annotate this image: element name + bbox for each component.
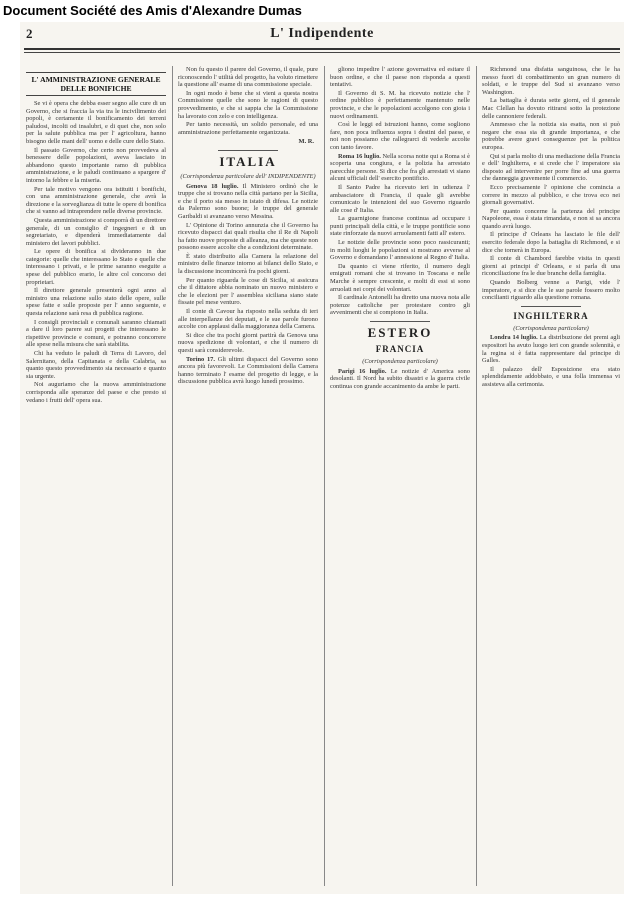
article-paragraph: Per quanto riguarda le cose di Sicilia, si assicura che il dittatore abbia nominato un nuovo ministero e che le elezioni per l' assemblea siciliana siano state fissate pel mese venturo. [178,276,318,307]
article-paragraph: Il Governo di S. M. ha ricevuto notizie che l' ordine pubblico è perfettamente mantenuto nelle provincie, e che le popolazioni accolgono con gioia i nuovi ordinamenti. [330,89,470,120]
section-divider [218,150,278,151]
article-paragraph: Nella scorsa notte qui a Roma si è scoperta una congiura, e la polizia ha arrestato parecchie persone. Si dice che fra gli arrestati vi siano alcuni ufficiali dell' esercito pontificio. [330,152,470,183]
newspaper-title: L' Indipendente [270,26,374,41]
article-paragraph: Il palazzo dell' Esposizione era stato splendidamente addobbato, e una folla immensa vi assisteva alla cerimonia. [482,365,620,388]
newspaper-page [20,22,624,894]
article-paragraph: Per tale motivo vengono ora istituiti i bonifichi, con una amministrazione generale, che avrà la direzione e la sorveglianza di tutte le opere di bonifica che si vanno ad intraprendere nelle diverse provincie. [26,185,166,216]
dateline-londra: Londra 14 luglio. [490,334,538,342]
article-paragraph: In ogni modo è bene che si vieni a questa nostra Commissione quelle che sono le ragioni di questo provvedimento, e che si sappia che la Commissione ha lavorato con zelo e con intelligenza. [178,89,318,120]
article-paragraph: Le opere di bonifica si divideranno in due categorie: quelle che interessano lo Stato e quelle che interessano i privati, e le prime saranno eseguite a spese del pubblico erario, le altre col concorso dei proprietari. [26,248,166,286]
section-subtitle: (Corrispondenza particolare dell' INDIPENDENTE) [180,172,316,180]
article-paragraph: Il Santo Padre ha ricevuto ieri in udienza l' ambasciatore di Francia, il quale gli avrebbe comunicato le intenzioni del suo Governo riguardo alle cose d' Italia. [330,183,470,214]
article-paragraph: Il cardinale Antonelli ha diretto una nuova nota alle potenze cattoliche per protestare contro gli avvenimenti che si compiono in Italia. [330,294,470,317]
section-subtitle: (Corrispondenza particolare) [362,358,438,365]
bonifiche-heading-line1: L' AMMINISTRAZIONE GENERALE [31,75,161,84]
article-paragraph: gliono impedire l' azione governativa ed esitare il buon ordine, e che il paese non risponda a questi tentativi. [330,66,470,89]
article-paragraph: Il passato Governo, che certo non provvedeva al benessere delle popolazioni, aveva lasciato in abbandono questo importante ramo di pubblica amministrazione, e le paludi continuano a spargere d' intorno la febbre e la miseria. [26,146,166,184]
article-paragraph: Il Ministero ordinò che le truppe che si trovano nella città partano per la Sicilia, e che il porto sia messo in istato di difesa. Le notizie da Palermo sono buone; le truppe del generale Garibaldi si avanzano verso Messina. [178,182,318,220]
column-divider [172,66,173,886]
column-divider [476,66,477,886]
source-label: Document Société des Amis d'Alexandre Dumas [3,3,302,18]
article-paragraph: Ammesso che la notizia sia esatta, non si può negare che essa sia di grande importanza, e che potrebbe avere gravi conseguenze per la politica europea. [482,121,620,151]
article-paragraph: Se vi è opera che debba esser segno alle cure di un Governo, che si fraccia la via tra le incivilimento dei popoli, è certamente il bonificamento dei terreni paludosi, incolti od insalubri, e di quei che, non solo per la salute pubblica ma per l' agricoltura, hanno bisogno delle mani dell' uomo e delle cure dello Stato. [26,100,166,145]
column-2 [178,66,318,886]
dateline-genova: Genova 18 luglio. [186,182,239,190]
section-title-italia: ITALIA [219,153,277,169]
article-paragraph: Per quanto concerne la partenza del principe Napoleone, essa è stata rimandata, e non si sa ancora quando avrà luogo. [482,207,620,230]
masthead-rule-bottom [24,52,620,53]
article-paragraph: Qui si parla molto di una mediazione della Francia e dell' Inghilterra, e si crede che l' imperatore sia disposto ad intervenire per porre fine ad una guerra che danneggia gravemente il commercio. [482,152,620,183]
article-paragraph: Chi ha veduto le paludi di Terra di Lavoro, del Salernitano, della Capitanata e della Calabria, sa quanto questo provvedimento sia necessario e quanto sia urgente. [26,350,166,380]
article-paragraph: I consigli provinciali e comunali saranno chiamati a dare il loro parere sui progetti che interessano le rispettive provincie e comuni, e potranno concorrere alle spese nella misura che sarà stabilita. [26,318,166,349]
article-paragraph: Così le leggi ed istruzioni hanno, come sogliono fare, non poca influenza sopra i destini del paese, e noi non possiamo che rallegrarci di vederle accolte con tanto favore. [330,121,470,151]
article-paragraph: Le notizie delle provincie sono poco rassicuranti; in molti luoghi le popolazioni si mostrano avverse al Governo e domandano l' annessione al Regno d' Italia. [330,239,470,262]
article-paragraph: Richmond una disfatta sanguinosa, che le ha messo fuori di combattimento un gran numero di soldati, e le truppe del Sud si avanzano verso Washington. [482,66,620,96]
bonifiche-heading-line2: DELLE BONIFICHE [60,84,132,93]
article-paragraph: L' Opinione di Torino annunzia che il Governo ha ricevuto dispacci dai quali risulta che il Re di Napoli ha fatto nuove proposte di alleanza, ma che queste non possono essere accolte che a condizioni determinate. [178,221,318,252]
page-number: 2 [26,26,33,41]
section-title-estero: ESTERO [367,325,433,340]
section-divider [370,321,430,322]
column-4 [482,66,620,886]
section-title-inghilterra: INGHILTERRA [513,310,589,321]
article-signature: M. R. [298,138,314,146]
article-paragraph: Non fu questo il parere del Governo, il quale, pure riconoscendo l' utilità del progetto, ha voluto rimettere la questione all' esame di una commissione speciale. [178,66,318,89]
article-paragraph: Il direttore generale presenterà ogni anno al ministro una relazione sullo stato delle opere, sulle spese fatte e sulle proposte per l' anno seguente, e questa relazione sarà resa di pubblica ragione. [26,287,166,318]
article-paragraph: Il principe d' Orleans ha lasciato le file dell' esercito federale dopo la battaglia di Richmond, e si dice che tornerà in Europa. [482,231,620,254]
article-paragraph: Noi auguriamo che la nuova amministrazione corrisponda alle speranze del paese e che presto si vedano i frutti dell' opera sua. [26,381,166,404]
dateline-torino: Torino 17. [186,355,215,363]
article-paragraph: La distribuzione dei premi agli espositori ha avuto luogo ieri con grande solennità, e la regina si è fatta rappresentare dal principe di Galles. [482,334,620,365]
article-paragraph: Per tanto necessità, un solido personale, ed una amministrazione perfettamente organizzata. [178,121,318,136]
article-paragraph: Questa amministrazione si comporrà di un direttore generale, di un consiglio d' ingegneri e di un segretariato, e dipenderà immediatamente dal ministero dei lavori pubblici. [26,216,166,247]
article-paragraph: Gli ultimi dispacci del Governo sono ancora più favorevoli. Le Commissioni della Camera hanno terminato l' esame del progetto di legge, e la discussione pubblica avrà luogo lunedì prossimo. [178,355,318,386]
article-paragraph: Ecco precisamente l' opinione che comincia a correre in mezzo al pubblico, e che trova eco nei giornali governativi. [482,183,620,207]
masthead [20,26,624,46]
article-paragraph: Si dice che tra pochi giorni partirà da Genova una nuova spedizione di volontari, e che il numero di questi sarà considerevole. [178,331,318,354]
masthead-rule-top [24,48,620,50]
section-divider [521,306,581,307]
section-title-francia: FRANCIA [375,344,425,354]
dateline-parigi: Parigi 16 luglio. [338,367,387,375]
article-paragraph: È stato distribuito alla Camera la relazione del ministro delle finanze intorno ai bilanci dello Stato, e la discussione incomincerà fra pochi giorni. [178,252,318,276]
article-paragraph: La guarnigione francese continua ad occupare i punti principali della città, e le truppe pontificie sono state rinforzate da nuovi arruolamenti fatti all' estero. [330,215,470,238]
column-1 [26,66,166,886]
article-paragraph: Il conte di Chambord farebbe visita in questi giorni ai principi d' Orleans, e si parla di una riconciliazione fra le due branche della famiglia. [482,255,620,278]
article-paragraph: La battaglia è durata sette giorni, ed il generale Mac Clellan ha dovuto ritirarsi sotto la protezione delle cannoniere federali. [482,97,620,120]
column-3 [330,66,470,886]
article-paragraph: Le notizie d' America sono desolanti. Il Nord ha subito disastri e la guerra civile continua con grande accanimento da ambe le parti. [330,367,470,390]
article-paragraph: Il conte di Cavour ha risposto nella seduta di ieri alle interpellanze dei deputati, e le sue parole furono accolte con applausi dalla maggioranza della Camera. [178,308,318,331]
article-paragraph: Da quanto ci viene riferito, il numero degli emigrati romani che si trovano in Toscana e nelle Marche è sempre crescente, e molti di essi si sono arruolati nei corpi dei volontari. [330,262,470,293]
source-banner [0,0,632,22]
bonifiche-heading-box [26,72,166,96]
dateline-roma: Roma 16 luglio. [338,152,381,160]
article-paragraph: Quando Bolberg venne a Parigi, vide l' imperatore, e si dice che le sue parole fossero molto concilianti riguardo alla questione romana. [482,279,620,302]
column-divider [324,66,325,886]
section-subtitle: (Corrispondenza particolare) [513,324,589,332]
